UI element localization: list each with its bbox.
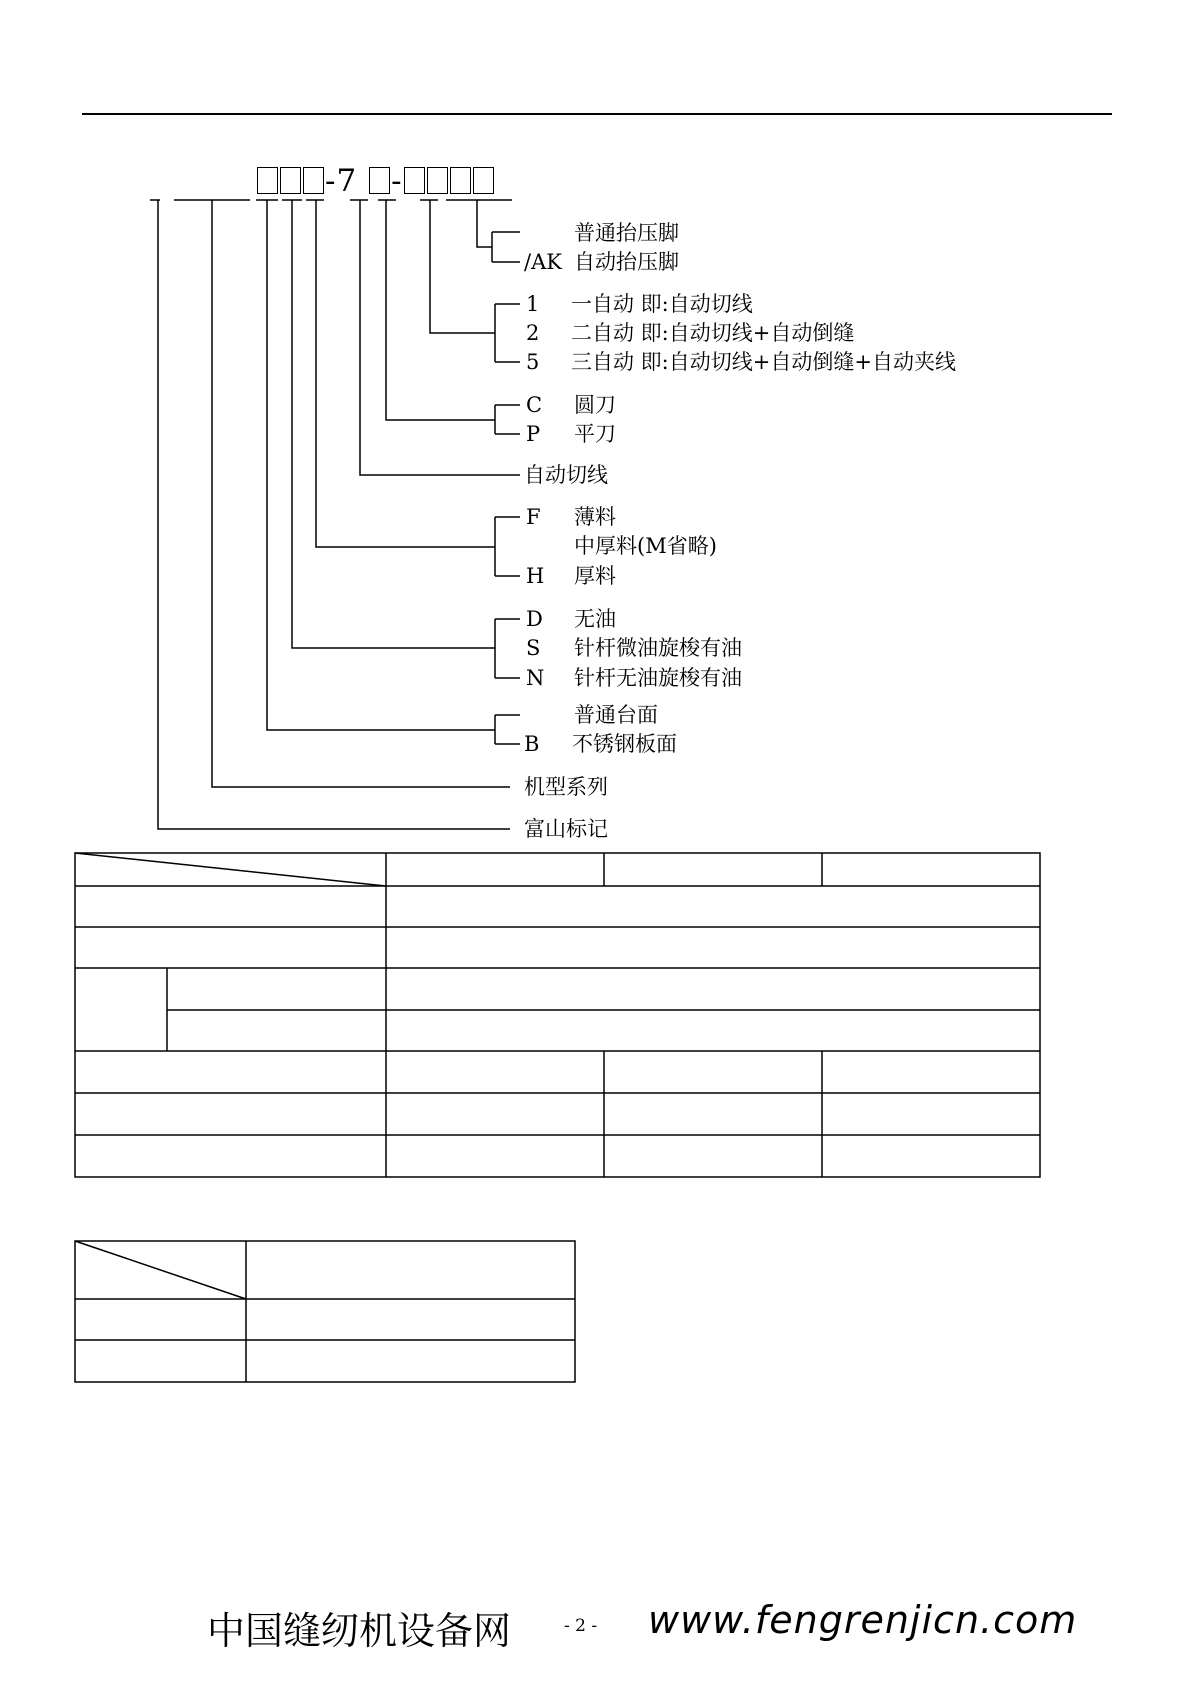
option-code: B: [524, 732, 540, 756]
option-label: 针杆无油旋梭有油: [574, 666, 742, 690]
option-label: 三自动 即:自动切线+自动倒缝+自动夹线: [571, 350, 956, 374]
option-label: 圆刀: [574, 393, 616, 417]
option-label: 一自动 即:自动切线: [571, 292, 753, 316]
option-label: 自动抬压脚: [574, 250, 679, 274]
code-dash: -: [391, 163, 403, 199]
option-label: 薄料: [574, 505, 616, 529]
option-code: /AK: [524, 250, 562, 274]
footer-url[interactable]: www.fengrenjicn.com: [648, 1598, 1078, 1642]
brand-label: 富山标记: [524, 817, 608, 841]
option-label: 二自动 即:自动切线+自动倒缝: [571, 321, 855, 345]
option-code: H: [526, 564, 545, 588]
option-code: D: [526, 607, 543, 631]
option-code: F: [526, 505, 541, 529]
option-code: 2: [526, 321, 540, 345]
option-code: S: [526, 636, 541, 660]
code-seven: 7: [336, 163, 358, 199]
option-label: 中厚料(M省略): [574, 534, 717, 558]
option-label: 普通台面: [574, 703, 658, 727]
option-label: 针杆微油旋梭有油: [574, 636, 742, 660]
option-code: N: [526, 666, 545, 690]
option-label: 无油: [574, 607, 616, 631]
option-label: 不锈钢板面: [572, 732, 677, 756]
footer-site-name: 中国缝纫机设备网: [207, 1609, 512, 1653]
option-code: C: [526, 393, 543, 417]
option-label: 厚料: [574, 564, 616, 588]
option-label: 普通抬压脚: [574, 221, 679, 245]
series-label: 机型系列: [524, 775, 608, 799]
option-code: 1: [526, 292, 540, 316]
option-code: 5: [526, 350, 540, 374]
code-dash: -: [325, 163, 337, 199]
page-number: - 2 -: [564, 1616, 598, 1636]
option-code: P: [526, 422, 541, 446]
option-label: 自动切线: [524, 463, 608, 487]
option-label: 平刀: [574, 422, 616, 446]
